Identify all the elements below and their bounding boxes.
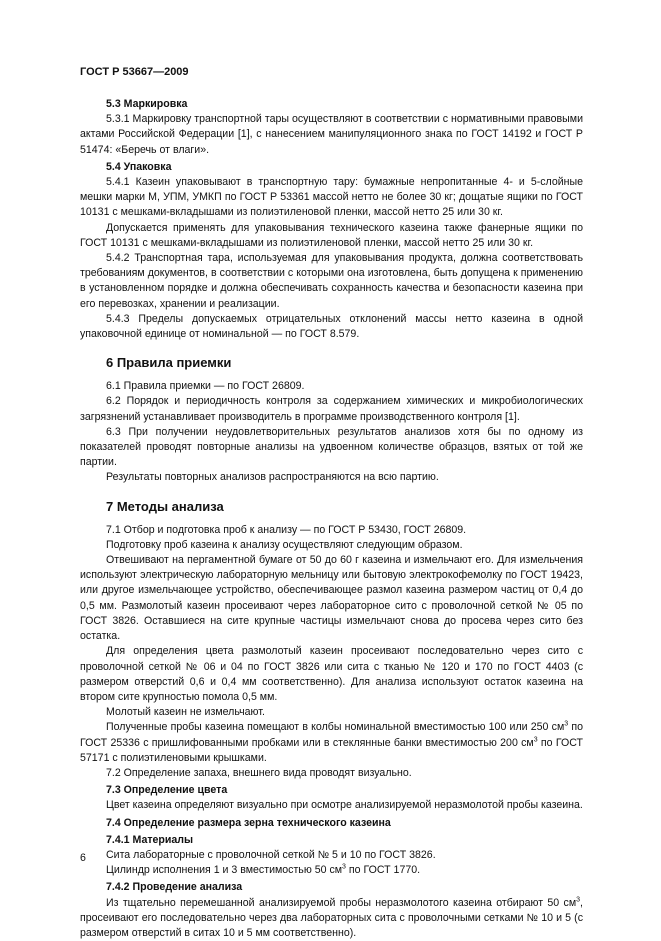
document-header: ГОСТ Р 53667—2009 xyxy=(80,66,189,78)
paragraph: Сита лабораторные с проволочной сеткой № 5 и 10 по ГОСТ 3826. xyxy=(106,848,436,861)
subsection-title-7-4-2: 7.4.2 Проведение анализа xyxy=(106,881,243,894)
paragraph: Результаты повторных анализов распространяются на всю партию. xyxy=(106,471,439,484)
paragraph: 6.2 Порядок и периодичность контроля за содержанием химических и микробиологических загрязнений устанавливает производитель в программе производственного контроля [1]. xyxy=(80,395,583,423)
text-run: Из тщательно перемешанной анализируемой пробы неразмолотого казеина отбирают 50 см xyxy=(106,896,577,909)
paragraph xyxy=(80,720,583,766)
paragraph: Отвешивают на пергаментной бумаге от 50 до 60 г казеина и измельчают его. Для измельчения используют электрическую лабораторную мельницу или бытовую электрокофемолку по ГОСТ 19423, или другое измельчающее устройство, обеспечивающее размол казеина размером частиц от 0,4 до 0,5 мм. Размолотый казеин просеивают через лабораторное сито с проволочной сеткой № 05 по ГОСТ 3826. Оставшиеся на сите крупные частицы измельчают снова до просева через сито без остатка. xyxy=(80,554,583,643)
text-run: Полученные пробы казеина помещают в колбы номинальной вместимостью 100 или 250 см xyxy=(106,721,565,734)
superscript: 3 xyxy=(576,896,581,904)
paragraph: 5.3.1 Маркировку транспортной тары осуществляют в соответствии с нормативными правовыми актами Российской Федерации [1], с нанесением манипуляционного знака по ГОСТ 14192 и ГОСТ Р 51474: «Беречь от влаги». xyxy=(80,113,583,156)
paragraph: 6.1 Правила приемки — по ГОСТ 26809. xyxy=(106,380,305,393)
paragraph: Цвет казеина определяют визуально при осмотре анализируемой неразмолотой пробы казеина. xyxy=(106,799,583,812)
paragraph: 7.2 Определение запаха, внешнего вида проводят визуально. xyxy=(106,766,412,779)
subsection-title-5-3: 5.3 Маркировка xyxy=(106,98,188,110)
subsection-title-5-4: 5.4 Упаковка xyxy=(106,160,172,173)
paragraph: 7.1 Отбор и подготовка проб к анализу — по ГОСТ Р 53430, ГОСТ 26809. xyxy=(106,523,467,536)
paragraph xyxy=(80,863,583,878)
superscript: 3 xyxy=(533,735,538,743)
paragraph: Допускается применять для упаковывания технического казеина также фанерные ящики по ГОСТ 10131 с мешками-вкладышами из полиэтиленовой пленки, массой нетто 25 или 30 кг. xyxy=(80,221,583,249)
paragraph xyxy=(80,896,583,941)
paragraph: 5.4.1 Казеин упаковывают в транспортную тару: бумажные непропитанные 4- и 5-слойные мешки марки М, УПМ, УМКП по ГОСТ Р 53361 массой нетто не более 30 кг; дощатые ящики по ГОСТ 10131 с мешками-вкладышами из полиэтиленовой пленки, массой нетто 25 или 30 кг. xyxy=(80,176,583,219)
text-run: по ГОСТ 57171 с полиэтиленовыми крышками. xyxy=(80,736,583,764)
subsection-title-7-4: 7.4 Определение размера зерна технического казеина xyxy=(106,816,391,829)
paragraph: 5.4.3 Пределы допускаемых отрицательных отклонений массы нетто казеина в одной упаковочной единице от номинальной — по ГОСТ 8.579. xyxy=(80,312,583,341)
paragraph: Молотый казеин не измельчают. xyxy=(106,706,265,719)
superscript: 3 xyxy=(342,863,346,871)
superscript: 3 xyxy=(564,720,569,728)
text-run: , просеивают его последовательно через два лабораторных сита с проволочными сетками № 10 и 5 (с размером отверстий в ситах 10 и 5 мм соответственно). xyxy=(80,896,583,939)
paragraph: Для определения цвета размолотый казеин просеивают последовательно через сито с проволочной сеткой № 06 и 04 по ГОСТ 3826 или сита с тканью № 120 и 170 по ГОСТ 4403 (с размером отверстий 0,6 и 0,4 мм соответственно). Для анализа используют остаток казеина на втором сите крупностью помола 0,5 мм. xyxy=(80,645,583,703)
section-title-6: 6 Правила приемки xyxy=(106,355,232,371)
subsection-title-7-3: 7.3 Определение цвета xyxy=(106,784,228,797)
subsection-title-7-4-1: 7.4.1 Материалы xyxy=(106,833,194,846)
paragraph: 5.4.2 Транспортная тара, используемая для упаковывания продукта, должна соответствовать требованиям документов, в соответствии с которыми она изготовлена, быть допущена к применению в установленном порядке и должна обеспечивать сохранность качества и безопасности казеина при его перевозках, хранении и реализации. xyxy=(80,252,583,310)
text-run: Цилиндр исполнения 1 и 3 вместимостью 50 см xyxy=(106,864,343,877)
paragraph: Подготовку проб казеина к анализу осуществляют следующим образом. xyxy=(106,538,463,551)
text-run: по ГОСТ 1770. xyxy=(345,864,421,877)
paragraph: 6.3 При получении неудовлетворительных результатов анализов хотя бы по одному из показателей проводят повторные анализы на удвоенном количестве образцов, взятых от той же партии. xyxy=(80,425,583,469)
page-number: 6 xyxy=(80,852,86,864)
section-title-7: 7 Методы анализа xyxy=(106,498,224,514)
document-body xyxy=(80,95,583,941)
text-run: по ГОСТ 25336 с пришлифованными пробками или в стеклянные банки вместимостью 200 см xyxy=(80,721,583,749)
